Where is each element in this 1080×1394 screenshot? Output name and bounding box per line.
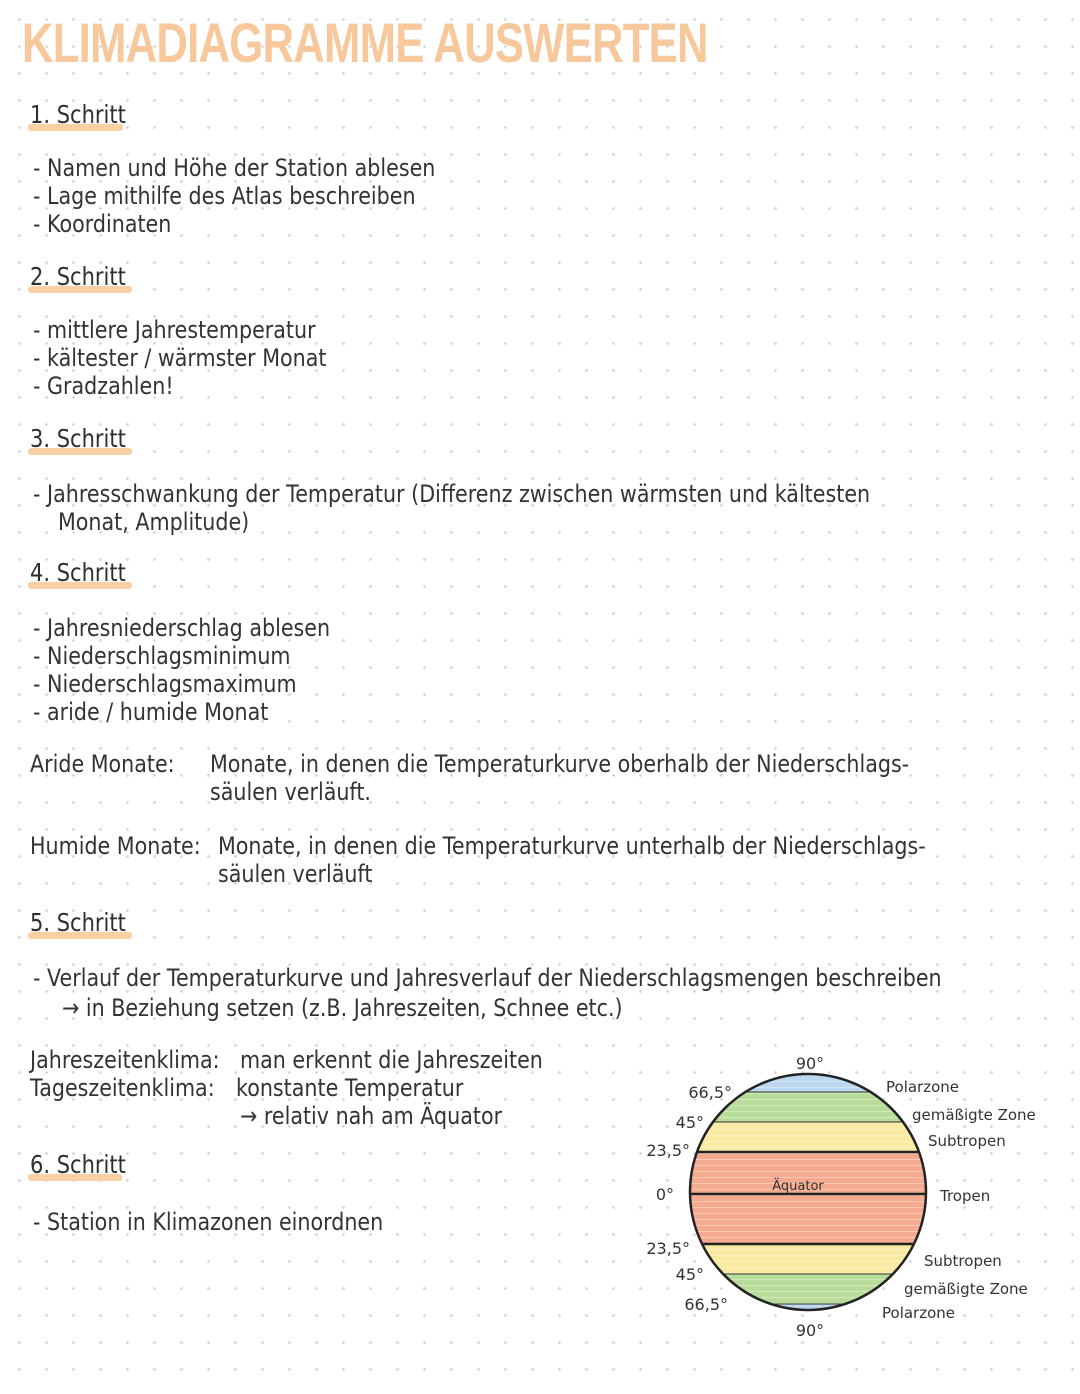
zone-label: Tropen — [940, 1187, 991, 1205]
step-3-item-continued: Monat, Amplitude) — [58, 508, 250, 536]
step-4-item: - Niederschlagsminimum — [33, 642, 291, 670]
step-2-item: - kältester / wärmster Monat — [33, 344, 327, 372]
latitude-label: 90° — [795, 1321, 825, 1340]
climate-zone-globe — [620, 1040, 1060, 1350]
day-climate-label: Tageszeitenklima: — [30, 1074, 215, 1102]
day-climate-text-continued: → relativ nah am Äquator — [240, 1102, 503, 1130]
zone-label: gemäßigte Zone — [904, 1280, 1028, 1298]
humid-text: Monate, in denen die Temperaturkurve unterhalb der Niederschlags- — [218, 832, 926, 860]
arid-text-continued: säulen verläuft. — [210, 778, 371, 806]
page-title: KLIMADIAGRAMME AUSWERTEN — [22, 11, 708, 74]
step-3-heading: 3. Schritt — [30, 424, 126, 453]
step-5-heading: 5. Schritt — [30, 908, 126, 937]
humid-label: Humide Monate: — [30, 832, 201, 860]
step-1-item: - Namen und Höhe der Station ablesen — [33, 154, 436, 182]
step-2-item: - mittlere Jahrestemperatur — [33, 316, 316, 344]
step-4-item: - Jahresniederschlag ablesen — [33, 614, 331, 642]
latitude-label: 90° — [795, 1054, 825, 1073]
step-1-item: - Koordinaten — [33, 210, 172, 238]
step-6-item: - Station in Klimazonen einordnen — [33, 1208, 384, 1236]
latitude-label: 23,5° — [646, 1239, 690, 1258]
step-5-item: - Verlauf der Temperaturkurve und Jahresverlauf der Niederschlagsmengen beschreiben — [33, 964, 942, 992]
zone-label: Subtropen — [924, 1252, 1002, 1270]
latitude-label: 66,5° — [688, 1083, 732, 1102]
zone-label: Subtropen — [928, 1132, 1006, 1150]
step-1-heading: 1. Schritt — [30, 100, 126, 129]
latitude-label: 45° — [675, 1265, 704, 1284]
arid-label: Aride Monate: — [30, 750, 175, 778]
step-2-heading: 2. Schritt — [30, 262, 126, 291]
equator-label: Äquator — [772, 1179, 824, 1194]
season-climate-label: Jahreszeitenklima: — [30, 1046, 220, 1074]
step-1-item: - Lage mithilfe des Atlas beschreiben — [33, 182, 416, 210]
season-climate-text: man erkennt die Jahreszeiten — [240, 1046, 543, 1074]
day-climate-text: konstante Temperatur — [236, 1074, 464, 1102]
step-5-item-continued: → in Beziehung setzen (z.B. Jahreszeiten, Schnee etc.) — [62, 994, 623, 1022]
latitude-label: 66,5° — [684, 1295, 728, 1314]
zone-label: gemäßigte Zone — [912, 1106, 1036, 1124]
step-4-item: - aride / humide Monat — [33, 698, 269, 726]
latitude-label: 45° — [675, 1113, 704, 1132]
step-2-item: - Gradzahlen! — [33, 372, 174, 400]
zone-label: Polarzone — [882, 1304, 956, 1322]
step-4-heading: 4. Schritt — [30, 558, 126, 587]
step-6-heading: 6. Schritt — [30, 1150, 126, 1179]
step-4-item: - Niederschlagsmaximum — [33, 670, 297, 698]
step-3-item: - Jahresschwankung der Temperatur (Differenz zwischen wärmsten und kältesten — [33, 480, 871, 508]
humid-text-continued: säulen verläuft — [218, 860, 373, 888]
zone-label: Polarzone — [886, 1078, 960, 1096]
latitude-label: 23,5° — [646, 1141, 690, 1160]
latitude-label: 0° — [655, 1185, 674, 1204]
arid-text: Monate, in denen die Temperaturkurve oberhalb der Niederschlags- — [210, 750, 910, 778]
